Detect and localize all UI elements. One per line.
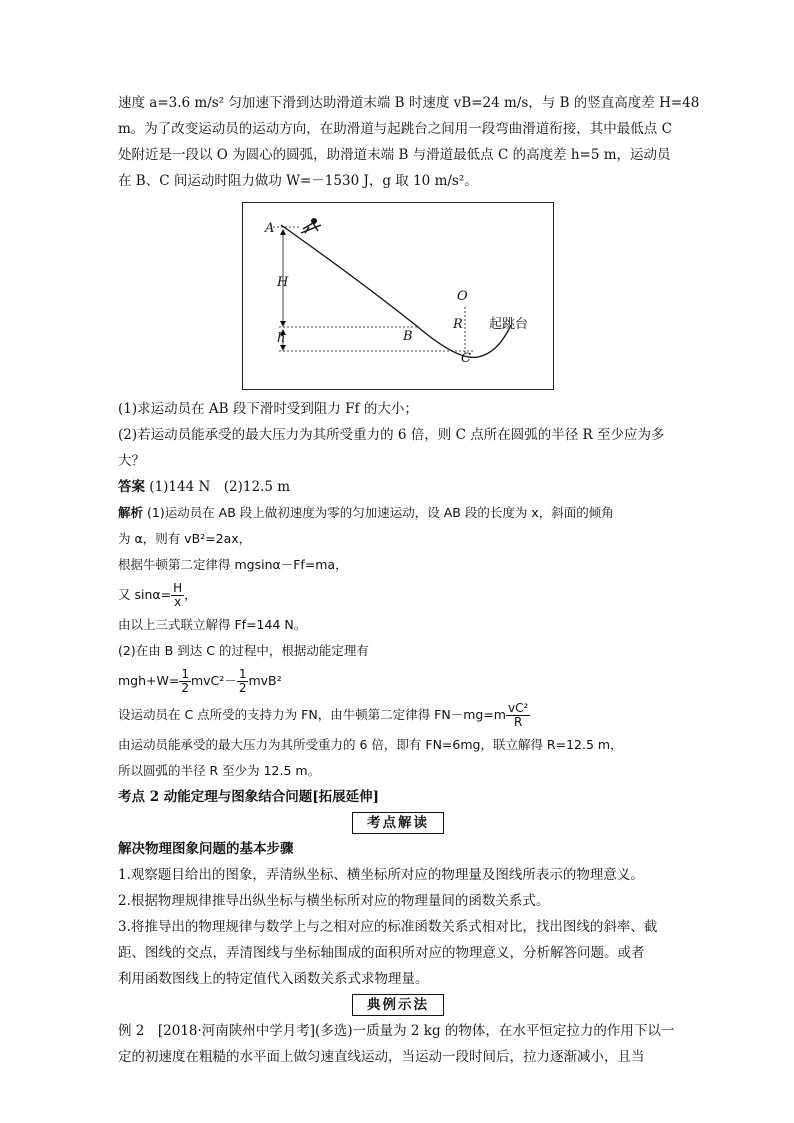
- label-O: O: [457, 289, 468, 304]
- fraction-denominator: 2: [238, 680, 247, 695]
- solution-line-5: 由以上三式联立解得 Ff=144 N。: [118, 617, 307, 632]
- label-h: h: [277, 331, 286, 346]
- energy-suffix: mvB²: [248, 673, 282, 688]
- solution-line-2: 为 α，则有 vB²=2ax，: [118, 531, 252, 546]
- solution-line-8: [118, 698, 678, 732]
- box-heading-1: [118, 812, 678, 834]
- intro-line-3: 处附近是一段以 O 为圆心的圆弧，助滑道末端 B 与滑道最低点 C 的高度差 h=5 m，运动员: [118, 147, 671, 163]
- sin-prefix: 又 sinα=: [118, 587, 172, 602]
- fraction-denominator: 2: [181, 680, 189, 695]
- step-3a: 3.将推导出的物理规律与数学上与之相对应的标准函数关系式相对比，找出图线的斜率、截: [118, 919, 658, 935]
- answer-line: [118, 474, 678, 500]
- step-3c: 利用函数图线上的特定值代入函数关系式求物理量。: [118, 971, 429, 987]
- solution-line-3: 根据牛顿第二定律得 mgsinα－Ff=ma，: [118, 557, 348, 572]
- newton-prefix: 设运动员在 C 点所受的支持力为 FN，由牛顿第二定律得 FN－mg=m: [118, 707, 506, 722]
- label-R: R: [453, 317, 463, 332]
- question-2b: 大？: [118, 453, 145, 469]
- step-1: 1.观察题目给出的图象，弄清纵坐标、横坐标所对应的物理量及图线所表示的物理意义。: [118, 867, 644, 883]
- intro-line-4: 在 B、C 间运动时阻力做功 W=－1530 J，g 取 10 m/s²。: [118, 173, 478, 189]
- label-C: C: [461, 351, 471, 366]
- question-1: (1)求运动员在 AB 段下滑时受到阻力 Ff 的大小；: [118, 401, 418, 417]
- intro-line-2: m。为了改变运动员的运动方向，在助滑道与起跳台之间用一段弯曲滑道衔接，其中最低点 C: [118, 121, 672, 137]
- fraction-numerator: H: [173, 580, 183, 595]
- ski-slope-diagram: [243, 203, 553, 389]
- fraction-half-1: [179, 668, 191, 695]
- ski-jump-figure: [242, 202, 554, 390]
- box-heading-1-text: 考点解读: [352, 812, 444, 834]
- solution-line-10: 所以圆弧的半径 R 至少为 12.5 m。: [118, 763, 321, 778]
- box-heading-2: [118, 994, 678, 1016]
- slope-curve: [281, 225, 511, 357]
- box-heading-2-text: 典例示法: [352, 994, 444, 1016]
- question-2a: (2)若运动员能承受的最大压力为其所受重力的 6 倍，则 C 点所在圆弧的半径 R 至少应为多: [118, 427, 665, 443]
- answer-label: 答案: [118, 479, 145, 495]
- label-B: B: [403, 329, 413, 344]
- solution-label: 解析: [118, 505, 144, 520]
- steps-title: 解决物理图象问题的基本步骤: [118, 841, 294, 857]
- energy-prefix: mgh+W=: [118, 673, 180, 688]
- example-line-1: 例 2 [2018·河南陕州中学月考](多选)一质量为 2 kg 的物体，在水平恒定拉力的作用下以一: [118, 1023, 675, 1039]
- fraction-half-2: [237, 668, 249, 695]
- fraction-numerator: vC²: [507, 700, 529, 715]
- skier-icon: [301, 218, 321, 233]
- fraction-v-over-R: [506, 702, 530, 729]
- example-line-2: 定的初速度在粗糙的水平面上做匀速直线运动，当运动一段时间后，拉力逐渐减小，且当: [118, 1049, 645, 1065]
- label-H: H: [277, 275, 289, 290]
- document-page: [118, 90, 700, 1070]
- solution-line-4: [118, 578, 678, 612]
- step-3b: 距、图线的交点，弄清图线与坐标轴围成的面积所对应的物理意义，分析解答问题。或者: [118, 945, 645, 961]
- solution-line-1: [118, 500, 678, 526]
- fraction-numerator: 1: [181, 666, 189, 681]
- fraction-H-over-x: [171, 582, 184, 609]
- fraction-denominator: x: [174, 594, 182, 609]
- section-title: 考点 2 动能定理与图象结合问题[拓展延伸]: [118, 789, 380, 805]
- label-ramp: 起跳台: [489, 317, 529, 332]
- step-2: 2.根据物理规律推导出纵坐标与横坐标所对应的物理量间的函数关系式。: [118, 893, 550, 909]
- label-A: A: [265, 221, 275, 236]
- solution-line-6: (2)在由 B 到达 C 的过程中，根据动能定理有: [118, 643, 369, 658]
- fraction-numerator: 1: [238, 666, 247, 681]
- fraction-denominator: R: [513, 714, 523, 729]
- solution-text-1: (1)运动员在 AB 段上做初速度为零的匀加速运动，设 AB 段的长度为 x，斜面的倾角: [147, 505, 614, 520]
- solution-line-7: [118, 664, 678, 698]
- energy-middle: mvC²－: [190, 673, 237, 688]
- intro-line-1: 速度 a=3.6 m/s² 匀加速下滑到达助滑道末端 B 时速度 vB=24 m/s，与 B 的竖直高度差 H=48: [118, 95, 700, 111]
- sin-suffix: ，: [184, 587, 197, 602]
- answer-text: (1)144 N (2)12.5 m: [149, 479, 291, 495]
- solution-line-9: 由运动员能承受的最大压力为其所受重力的 6 倍，即有 FN=6mg，联立解得 R=12.5 m，: [118, 737, 623, 752]
